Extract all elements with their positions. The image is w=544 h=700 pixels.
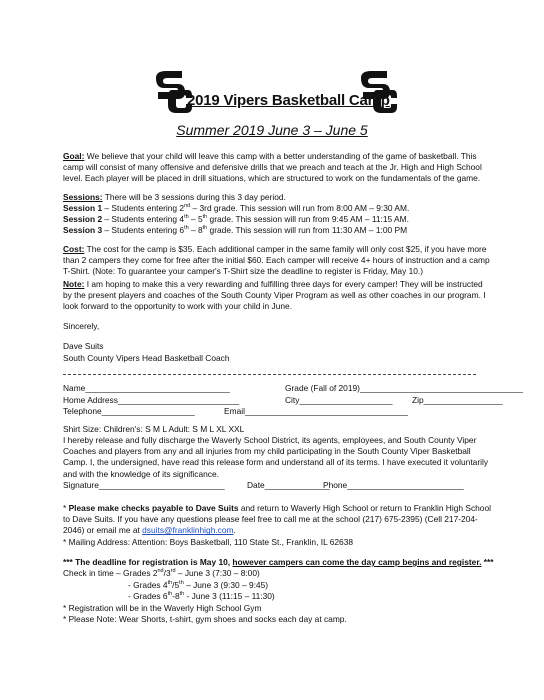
session-1-sup1: nd xyxy=(184,203,191,210)
checkin-1-sup1: nd xyxy=(157,568,164,575)
checks-end: . xyxy=(233,525,236,536)
form-email-field[interactable]: Email___________________________________ xyxy=(224,406,408,416)
sessions-heading xyxy=(63,192,286,203)
checkin-2-mid: /5 xyxy=(172,580,180,590)
session-2 xyxy=(63,214,409,225)
session-3-pre: – Students entering 6 xyxy=(102,225,185,235)
checks-paragraph xyxy=(63,503,493,537)
checkin-line-2 xyxy=(128,580,268,591)
checkin-3-mid: -8 xyxy=(172,591,180,601)
checks-text: and return to Waverly High School or return to Franklin High School to Dave Suits. If you have any questions please feel free to call me at the school (217) 675-2395) (Cell 217-204-2046) or email me at xyxy=(63,503,491,536)
checkin-1-sup2: rd xyxy=(170,568,176,575)
closing-name: Dave Suits xyxy=(63,341,104,351)
form-city-field[interactable]: City____________________ xyxy=(285,395,393,405)
checkin-1-mid: /3 xyxy=(163,568,171,578)
checks-star: * xyxy=(63,503,69,513)
form-date-field[interactable]: Date______________ xyxy=(247,480,330,490)
session-3 xyxy=(63,225,407,236)
email-link[interactable]: dsuits@franklinhigh.com xyxy=(142,525,234,536)
note-text: I am hoping to make this a very rewarding and fulfilling three days for every camper! They will be instructed by the present players and coaches of the South County Viper Program as well as other coaches in our program. I look forward to the opportunity to work with your child in June. xyxy=(63,279,486,312)
goal-paragraph xyxy=(63,151,493,185)
note-label: Note: xyxy=(63,279,85,289)
goal-text: We believe that your child will leave this camp with a better understanding of the game of basketball. This camp will consist of many offensive and defensive drills that we preach and teach at the Jr. High and High School level. Each player will be placed in drill situations, which are structured to work on the fundamentals of the game. xyxy=(63,151,482,184)
checkin-2-sup2: th xyxy=(179,580,184,587)
checkin-line-1 xyxy=(63,568,260,579)
checkin-2-sup1: th xyxy=(167,580,173,587)
checkin-3-sup2: th xyxy=(179,591,185,598)
cost-paragraph xyxy=(63,244,493,278)
checkin-line-3 xyxy=(128,591,275,602)
registration-gym: * Registration will be in the Waverly High School Gym xyxy=(63,603,262,613)
form-shirt-size[interactable]: Shirt Size: Children's: S M L Adult: S M L XL XXL xyxy=(63,424,245,434)
session-2-name: Session 2 xyxy=(63,214,103,224)
session-3-name: Session 3 xyxy=(63,225,103,235)
session-1-pre: – Students entering 2 xyxy=(102,203,185,213)
session-1 xyxy=(63,203,409,214)
checkin-1-post: – June 3 (7:30 – 8:00) xyxy=(175,568,260,578)
deadline-notice xyxy=(63,557,494,568)
sessions-intro: There will be 3 sessions during this 3 day period. xyxy=(102,192,286,202)
session-2-post: grade. This session will run from 9:45 AM – 11:15 AM. xyxy=(207,214,409,224)
page-title: 2019 Vipers Basketball Camp xyxy=(187,92,390,109)
form-name-field[interactable]: Name_______________________________ xyxy=(63,383,230,393)
sessions-label: Sessions: xyxy=(63,192,103,202)
mailing-address: * Mailing Address: Attention: Boys Basketball, 110 State St., Franklin, IL 62638 xyxy=(63,537,354,547)
session-3-sup1: th xyxy=(184,225,189,232)
cost-label: Cost: xyxy=(63,244,85,254)
goal-label: Goal: xyxy=(63,151,85,161)
session-2-sup2: th xyxy=(202,214,208,221)
form-release-text: I hereby release and fully discharge the Waverly School District, its agents, employees, and South County Viper Coaches and players from any and all injuries from my child participating in the South County Viper Basketball Camp. I, the undersigned, have read this release form and understand all of its terms. I have executed it voluntarily and with the knowledge of its significance. xyxy=(63,435,489,479)
checkin-2-post: – June 3 (9:30 – 9:45) xyxy=(183,580,269,590)
session-1-name: Session 1 xyxy=(63,203,103,213)
session-3-mid: – 8 xyxy=(188,225,203,235)
deadline-suffix: *** xyxy=(481,557,494,567)
page-subtitle: Summer 2019 June 3 – June 5 xyxy=(176,122,368,138)
deadline-underlined: however campers can come the day camp begins and register. xyxy=(232,557,482,567)
session-1-mid: – 3rd grade. This session will run from 8:00 AM – 9:30 AM. xyxy=(190,203,410,213)
form-telephone-field[interactable]: Telephone____________________ xyxy=(63,406,195,416)
form-zip-field[interactable]: Zip_________________ xyxy=(412,395,503,405)
form-grade-field[interactable]: Grade (Fall of 2019)___________________________________ xyxy=(285,383,523,393)
closing-role: South County Vipers Head Basketball Coach xyxy=(63,353,230,363)
form-phone-field[interactable]: Phone_________________________ xyxy=(323,480,464,490)
closing-sincerely: Sincerely, xyxy=(63,321,100,331)
form-home-address-field[interactable]: Home Address__________________________ xyxy=(63,395,240,405)
deadline-prefix: *** The deadline for registration is May 10, xyxy=(63,557,233,567)
wear-note: * Please Note: Wear Shorts, t-shirt, gym shoes and socks each day at camp. xyxy=(63,614,347,624)
session-2-sup1: th xyxy=(184,214,189,221)
session-3-post: grade. This session will run from 11:30 AM – 1:00 PM xyxy=(207,225,408,235)
checkin-3-pre: - Grades 6 xyxy=(128,591,168,601)
note-paragraph xyxy=(63,279,493,313)
checkin-1-pre: Check in time – Grades 2 xyxy=(63,568,158,578)
session-3-sup2: th xyxy=(202,225,208,232)
form-signature-field[interactable]: Signature___________________________ xyxy=(63,480,225,490)
checkin-3-sup1: th xyxy=(167,591,173,598)
checkin-3-post: - June 3 (11:15 – 11:30) xyxy=(184,591,275,601)
checkin-2-pre: - Grades 4 xyxy=(128,580,168,590)
cost-text: The cost for the camp is $35. Each additional camper in the same family will only cost $25, if you have more than 2 campers they come for free after the initial $60. Each camper will receive 4+ hours of instruction and a camp T-Shirt. (Note: To guarantee your camper's T-Shirt size the deadline to register is Friday, May 10.) xyxy=(63,244,490,277)
session-2-pre: – Students entering 4 xyxy=(102,214,185,224)
session-2-mid: – 5 xyxy=(188,214,203,224)
cut-line-divider xyxy=(63,374,476,375)
checks-payable: Please make checks payable to Dave Suits xyxy=(68,503,239,513)
